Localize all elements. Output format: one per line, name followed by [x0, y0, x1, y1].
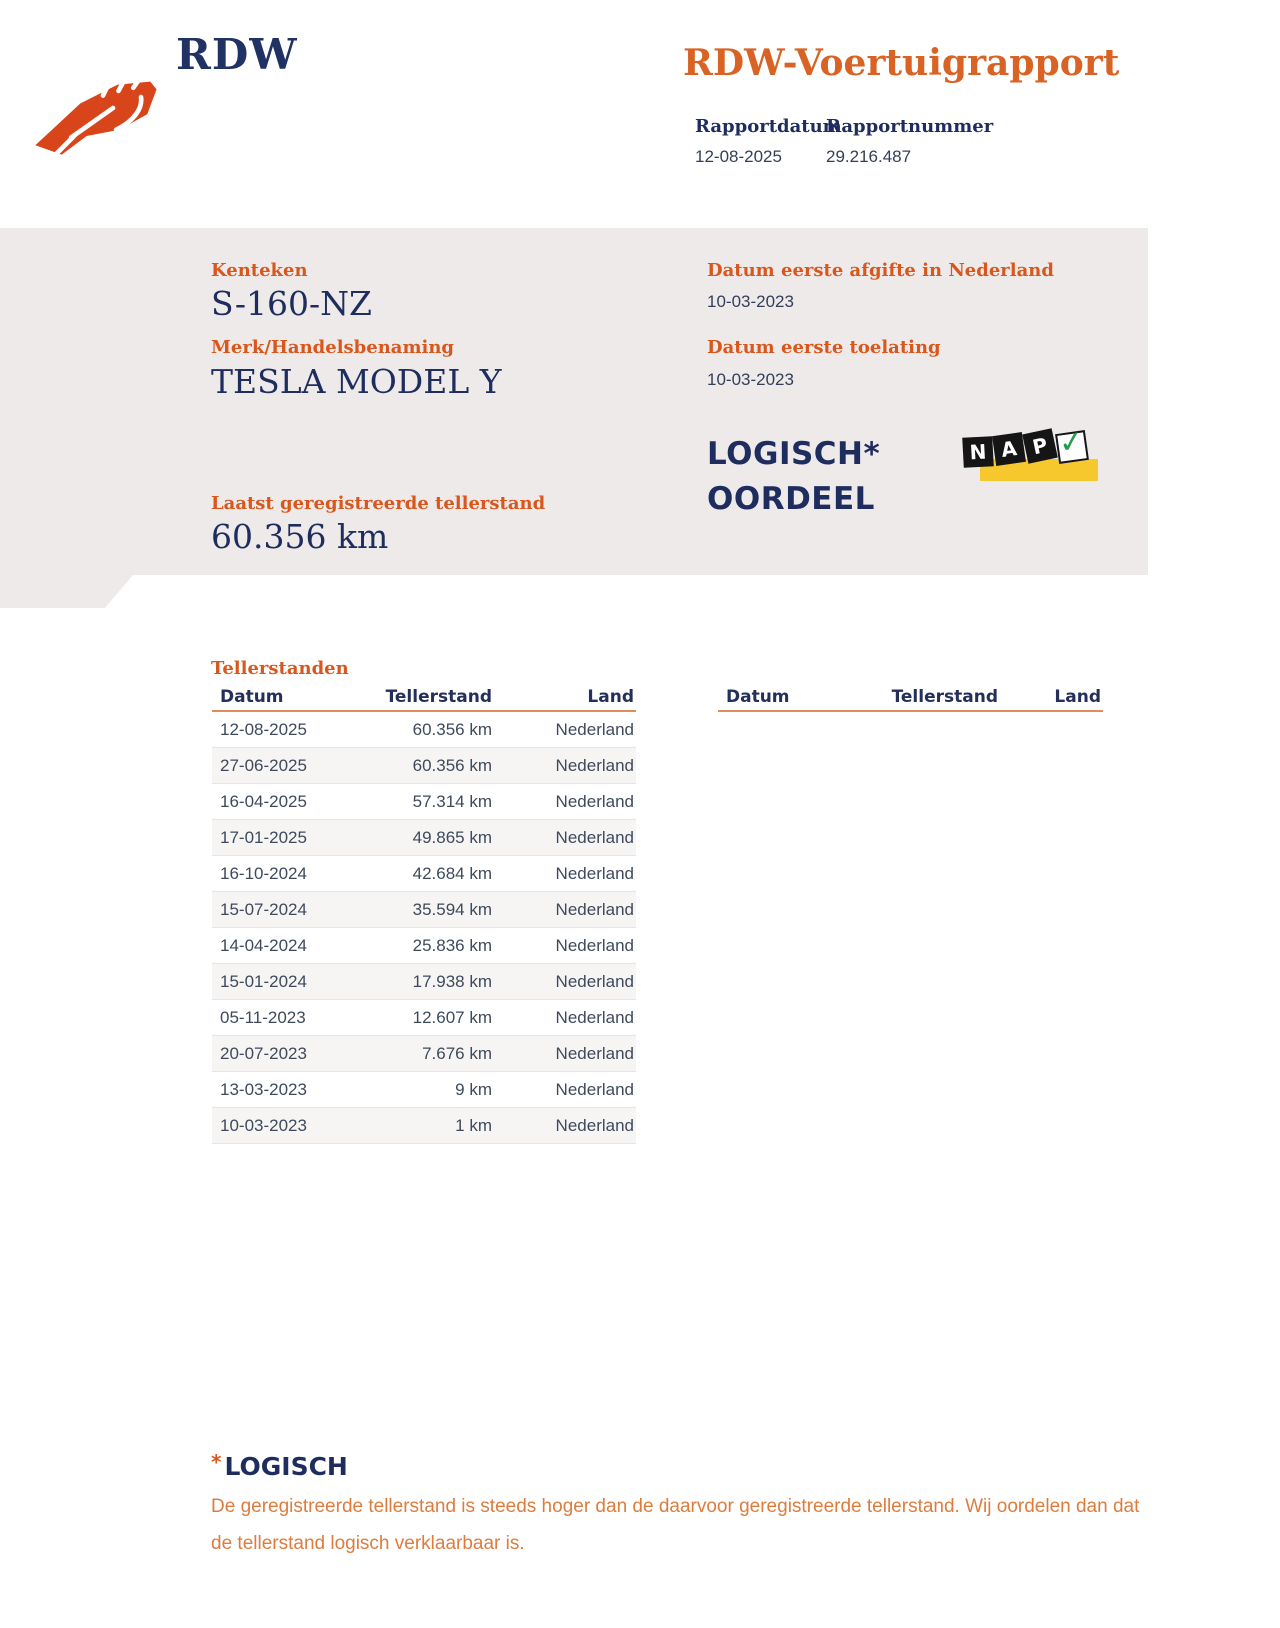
table-row	[212, 748, 636, 784]
eerste-afgifte-label: Datum eerste afgifte in Nederland	[707, 260, 1054, 281]
cell-datum: 12-08-2025	[220, 719, 307, 739]
kenteken-label: Kenteken	[211, 260, 308, 281]
laatste-tellerstand-value: 60.356 km	[211, 517, 389, 556]
tellerstanden-table-secondary	[718, 686, 1103, 712]
table-row	[212, 964, 636, 1000]
rdw-wordmark: RDW	[176, 30, 298, 79]
cell-land: Nederland	[555, 971, 634, 991]
cell-tellerstand: 60.356 km	[412, 719, 492, 739]
column-header-land: Land	[1054, 687, 1101, 707]
cell-land: Nederland	[555, 791, 634, 811]
cell-tellerstand: 7.676 km	[422, 1043, 492, 1063]
footnote-title-text: LOGISCH	[224, 1452, 348, 1481]
cell-land: Nederland	[555, 827, 634, 847]
table-row	[212, 784, 636, 820]
cell-tellerstand: 60.356 km	[412, 755, 492, 775]
page-title: RDW-Voertuigrapport	[683, 42, 1120, 84]
cell-tellerstand: 1 km	[455, 1115, 492, 1135]
table-row	[212, 892, 636, 928]
kenteken-value: S-160-NZ	[211, 284, 372, 323]
table-row	[212, 820, 636, 856]
cell-land: Nederland	[555, 935, 634, 955]
oordeel-line1: LOGISCH*	[707, 436, 881, 472]
cell-tellerstand: 42.684 km	[412, 863, 492, 883]
column-header-tellerstand: Tellerstand	[891, 687, 998, 707]
table-header-row	[212, 686, 636, 712]
cell-tellerstand: 35.594 km	[412, 899, 492, 919]
tellerstanden-section-title: Tellerstanden	[211, 658, 349, 679]
merk-value: TESLA MODEL Y	[211, 362, 502, 401]
eerste-afgifte-value: 10-03-2023	[707, 292, 794, 311]
eerste-toelating-value: 10-03-2023	[707, 370, 794, 389]
cell-land: Nederland	[555, 863, 634, 883]
column-header-tellerstand: Tellerstand	[385, 687, 492, 707]
nap-checkmark-icon: ✓	[1055, 430, 1089, 464]
cell-datum: 15-01-2024	[220, 971, 307, 991]
footnote-text: De geregistreerde tellerstand is steeds hoger dan de daarvoor geregistreerde tellerstand. Wij oordelen dan dat de tellerstand logisch verklaarbaar is.	[211, 1496, 1140, 1554]
oordeel-line2: OORDEEL	[707, 481, 875, 517]
rdw-flag-logo-icon	[26, 58, 162, 158]
table-row	[212, 1036, 636, 1072]
cell-datum: 10-03-2023	[220, 1115, 307, 1135]
report-number-value: 29.216.487	[826, 147, 912, 166]
cell-datum: 05-11-2023	[220, 1007, 306, 1027]
cell-datum: 16-04-2025	[220, 791, 307, 811]
summary-panel	[0, 228, 1148, 608]
nap-logo	[963, 423, 1098, 488]
cell-tellerstand: 12.607 km	[412, 1007, 492, 1027]
cell-land: Nederland	[555, 719, 634, 739]
eerste-toelating-label: Datum eerste toelating	[707, 337, 941, 358]
table-row	[212, 1000, 636, 1036]
column-header-datum: Datum	[726, 687, 790, 707]
report-number-label: Rapportnummer	[826, 116, 994, 137]
cell-tellerstand: 57.314 km	[412, 791, 492, 811]
laatste-tellerstand-label: Laatst geregistreerde tellerstand	[211, 493, 546, 514]
nap-letter-n: N	[962, 436, 994, 468]
cell-datum: 17-01-2025	[220, 827, 307, 847]
nap-letter-p: P	[1022, 428, 1058, 464]
report-date-label: Rapportdatum	[695, 116, 842, 137]
cell-tellerstand: 49.865 km	[412, 827, 492, 847]
cell-land: Nederland	[555, 1079, 634, 1099]
column-header-land: Land	[587, 687, 634, 707]
asterisk-marker: *	[211, 1450, 222, 1474]
column-header-datum: Datum	[220, 687, 284, 707]
table-row	[212, 712, 636, 748]
cell-datum: 14-04-2024	[220, 935, 307, 955]
report-date-value: 12-08-2025	[695, 147, 782, 166]
footnote-title	[211, 1450, 348, 1481]
tellerstanden-table	[212, 686, 636, 1144]
table-header-row	[718, 686, 1103, 712]
cell-land: Nederland	[555, 899, 634, 919]
merk-label: Merk/Handelsbenaming	[211, 337, 455, 358]
cell-land: Nederland	[555, 1043, 634, 1063]
cell-datum: 20-07-2023	[220, 1043, 307, 1063]
nap-letter-a: A	[992, 432, 1026, 466]
table-row	[212, 928, 636, 964]
cell-tellerstand: 9 km	[455, 1079, 492, 1099]
cell-datum: 15-07-2024	[220, 899, 307, 919]
cell-tellerstand: 25.836 km	[412, 935, 492, 955]
cell-datum: 27-06-2025	[220, 755, 307, 775]
oordeel-verdict	[707, 432, 880, 522]
cell-land: Nederland	[555, 1007, 634, 1027]
tellerstanden-table-body	[212, 712, 636, 1144]
cell-datum: 16-10-2024	[220, 863, 307, 883]
cell-land: Nederland	[555, 755, 634, 775]
cell-land: Nederland	[555, 1115, 634, 1135]
cell-tellerstand: 17.938 km	[412, 971, 492, 991]
cell-datum: 13-03-2023	[220, 1079, 307, 1099]
table-row	[212, 1072, 636, 1108]
table-row	[212, 856, 636, 892]
table-row	[212, 1108, 636, 1144]
